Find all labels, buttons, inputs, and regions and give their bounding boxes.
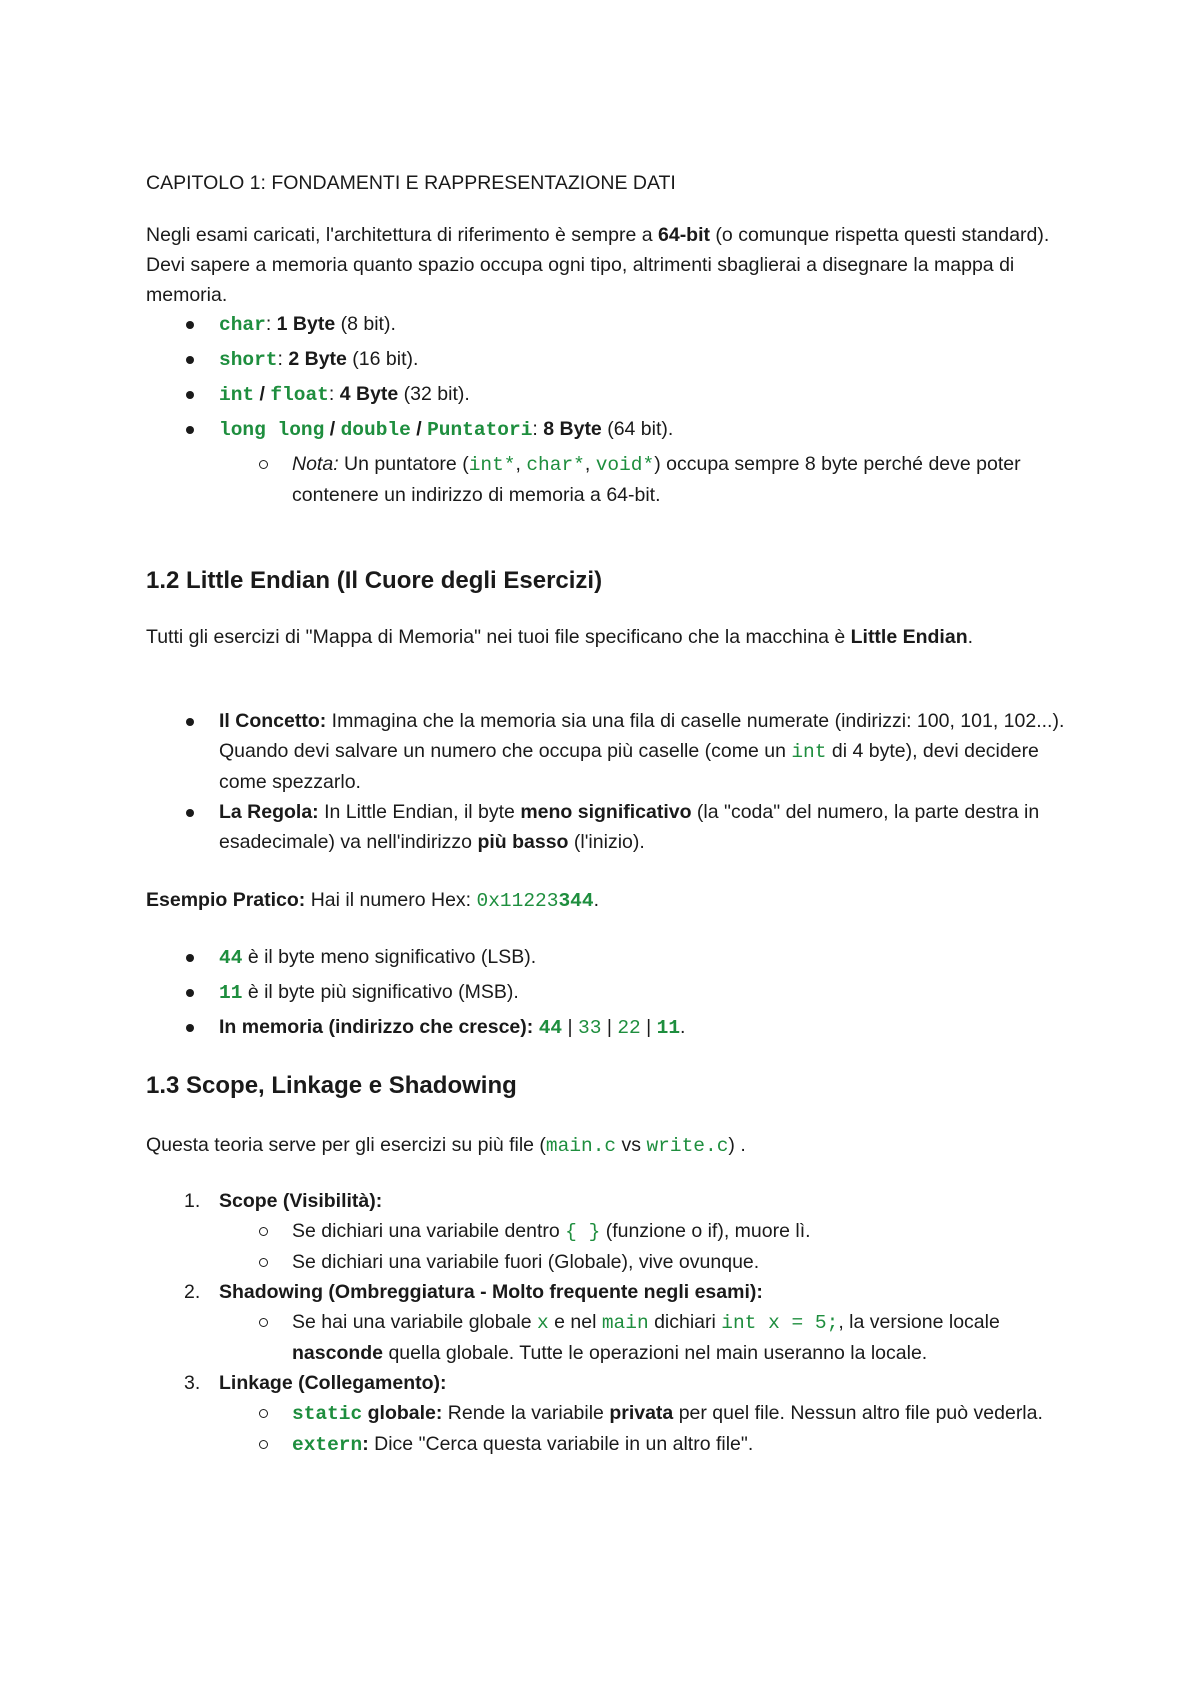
size-bits: (8 bit).	[335, 313, 396, 335]
code-extern: extern	[292, 1434, 363, 1456]
item-number: 2.	[184, 1281, 201, 1303]
code-float: float	[270, 384, 329, 406]
numbered-item-linkage	[146, 1368, 1066, 1398]
code-braces: { }	[565, 1221, 601, 1243]
item-number: 3.	[184, 1372, 201, 1394]
list-item-msb	[146, 977, 1066, 1008]
code-x: x	[537, 1312, 549, 1334]
separator: :	[265, 313, 277, 335]
numbered-item-shadowing	[146, 1277, 1066, 1307]
code-int-x-5: int x = 5;	[721, 1312, 839, 1334]
code-long-long: long long	[219, 419, 325, 441]
text: (la "coda" del numero, la parte destra in esadecimale) va nell'indirizzo	[219, 801, 1040, 853]
sub-item-static	[146, 1398, 1066, 1429]
separator: |	[640, 1016, 657, 1038]
memory-label: In memoria (indirizzo che cresce):	[219, 1016, 534, 1038]
numbered-item-scope	[146, 1186, 1066, 1216]
concept-label: Il Concetto:	[219, 710, 327, 732]
code-char-ptr: char*	[526, 454, 585, 476]
endian-concept-list	[146, 706, 1066, 857]
text: quella globale. Tutte le operazioni nel main useranno la locale.	[383, 1342, 928, 1364]
list-item-int-float	[146, 379, 1066, 410]
item-label: Scope (Visibilità):	[219, 1190, 383, 1212]
chapter-title: CAPITOLO 1: FONDAMENTI E RAPPRESENTAZIONE DATI	[146, 172, 676, 194]
slash: /	[324, 418, 341, 440]
list-item-concept	[146, 706, 1066, 797]
byte-order-list	[146, 942, 1066, 1043]
code-int: int	[219, 384, 255, 406]
section-heading-1-2: 1.2 Little Endian (Il Cuore degli Esercizi)	[146, 567, 603, 594]
sub-item-extern	[146, 1429, 1066, 1460]
note-text-2: ) occupa sempre 8 byte perché deve poter contenere un indirizzo di memoria a 64-bit.	[292, 453, 1021, 506]
text: Hai il numero Hex:	[305, 889, 477, 911]
text: (l'inizio).	[568, 831, 645, 853]
list-item-short	[146, 344, 1066, 375]
text: e nel	[548, 1311, 602, 1333]
sub-item-scope-local	[146, 1216, 1066, 1247]
byte-11: 11	[219, 982, 243, 1004]
size-bits: (64 bit).	[601, 418, 674, 440]
file-main-c: main.c	[545, 1135, 617, 1157]
byte-33: 33	[578, 1017, 602, 1039]
little-endian-intro	[146, 622, 1066, 652]
code-char: char	[219, 314, 266, 336]
text: Immagina che la memoria sia una fila di caselle numerate (indirizzi: 100, 101, 102...). Quando devi salvare un numero che occupa più caselle (come un	[219, 710, 1065, 762]
file-write-c: write.c	[646, 1135, 729, 1157]
rule-label: La Regola:	[219, 801, 319, 823]
size-bold: 4 Byte	[339, 383, 399, 405]
hex-number: 0x11223	[476, 890, 559, 912]
code-short: short	[219, 349, 278, 371]
size-bold: 1 Byte	[276, 313, 336, 335]
text: Tutti gli esercizi di "Mappa di Memoria" nei tuoi file specificano che la macchina è	[146, 626, 851, 648]
text: è il byte più significativo (MSB).	[242, 981, 519, 1003]
separator: |	[601, 1016, 618, 1038]
code-puntatori: Puntatori	[427, 419, 533, 441]
bold-text: :	[362, 1433, 369, 1455]
text: Dice "Cerca questa variabile in un altro file".	[368, 1433, 754, 1455]
text: dichiari	[648, 1311, 722, 1333]
text: ) .	[728, 1134, 746, 1156]
text: per quel file. Nessun altro file può vederla.	[673, 1402, 1043, 1424]
size-bits: (32 bit).	[398, 383, 470, 405]
item-label: Linkage (Collegamento):	[219, 1372, 447, 1394]
scope-numbered-list	[146, 1186, 1066, 1460]
sub-item-pointer-note	[146, 449, 1066, 510]
text: , la versione locale	[838, 1311, 1000, 1333]
bold-text: globale:	[362, 1402, 443, 1424]
text: In Little Endian, il byte	[318, 801, 521, 823]
list-item-long-double-pointers	[146, 414, 1066, 445]
byte-11: 11	[656, 1017, 681, 1039]
text: vs	[616, 1134, 647, 1156]
period: .	[680, 1016, 686, 1038]
text: Se dichiari una variabile dentro	[292, 1220, 566, 1242]
section-heading-1-3: 1.3 Scope, Linkage e Shadowing	[146, 1072, 517, 1099]
period: .	[967, 626, 974, 648]
item-label: Shadowing (Ombreggiatura - Molto frequente negli esami):	[219, 1281, 763, 1303]
comma: ,	[515, 453, 527, 475]
code-double: double	[340, 419, 411, 441]
byte-44: 44	[219, 947, 243, 969]
note-label: Nota:	[292, 453, 339, 475]
intro-text-2: (o comunque rispetta questi standard). Devi sapere a memoria quanto spazio occupa ogni tipo, altrimenti sbaglierai a disegnare la mappa di memoria.	[146, 224, 1050, 306]
size-bold: 8 Byte	[543, 418, 602, 440]
text: è il byte meno significativo (LSB).	[242, 946, 537, 968]
sub-item-scope-global: Se dichiari una variabile fuori (Globale), vive ovunque.	[146, 1247, 1066, 1277]
example-label: Esempio Pratico:	[146, 889, 306, 911]
bold-text: più basso	[477, 831, 569, 853]
period: .	[593, 889, 599, 911]
intro-text: Negli esami caricati, l'architettura di riferimento è sempre a	[146, 224, 658, 246]
separator: :	[277, 348, 289, 370]
size-bits: (16 bit).	[346, 348, 419, 370]
intro-bold-64bit: 64-bit	[658, 224, 711, 246]
code-int-ptr: int*	[468, 454, 516, 476]
item-number: 1.	[184, 1190, 201, 1212]
separator: :	[328, 383, 340, 405]
bold-text: privata	[609, 1402, 674, 1424]
note-text: Un puntatore (	[338, 453, 469, 475]
list-item-rule	[146, 797, 1066, 857]
bold-text: meno significativo	[520, 801, 692, 823]
text: (funzione o if), muore lì.	[600, 1220, 811, 1242]
hex-number-tail: 344	[558, 890, 594, 912]
type-size-list	[146, 309, 1066, 510]
comma: ,	[584, 453, 596, 475]
code-static: static	[292, 1403, 363, 1425]
byte-22: 22	[617, 1017, 641, 1039]
text: Questa teoria serve per gli esercizi su più file (	[146, 1134, 546, 1156]
list-item-memory-order	[146, 1012, 1066, 1043]
bold-text: nasconde	[292, 1342, 384, 1364]
scope-intro	[146, 1130, 1066, 1161]
code-void-ptr: void*	[595, 454, 655, 476]
list-item-lsb	[146, 942, 1066, 973]
text: Se hai una variabile globale	[292, 1311, 538, 1333]
text: Rende la variabile	[442, 1402, 610, 1424]
text: di 4 byte), devi decidere come spezzarlo.	[219, 740, 1039, 793]
code-int: int	[791, 741, 827, 763]
bold-little-endian: Little Endian	[850, 626, 968, 648]
practical-example	[146, 885, 1066, 916]
separator: |	[562, 1016, 578, 1038]
separator: :	[532, 418, 544, 440]
slash: /	[254, 383, 271, 405]
list-item-char	[146, 309, 1066, 340]
byte-44: 44	[538, 1017, 563, 1039]
size-bold: 2 Byte	[288, 348, 347, 370]
slash: /	[410, 418, 428, 440]
code-main: main	[601, 1312, 649, 1334]
intro-paragraph	[146, 220, 1066, 310]
sub-item-shadowing	[146, 1307, 1066, 1368]
